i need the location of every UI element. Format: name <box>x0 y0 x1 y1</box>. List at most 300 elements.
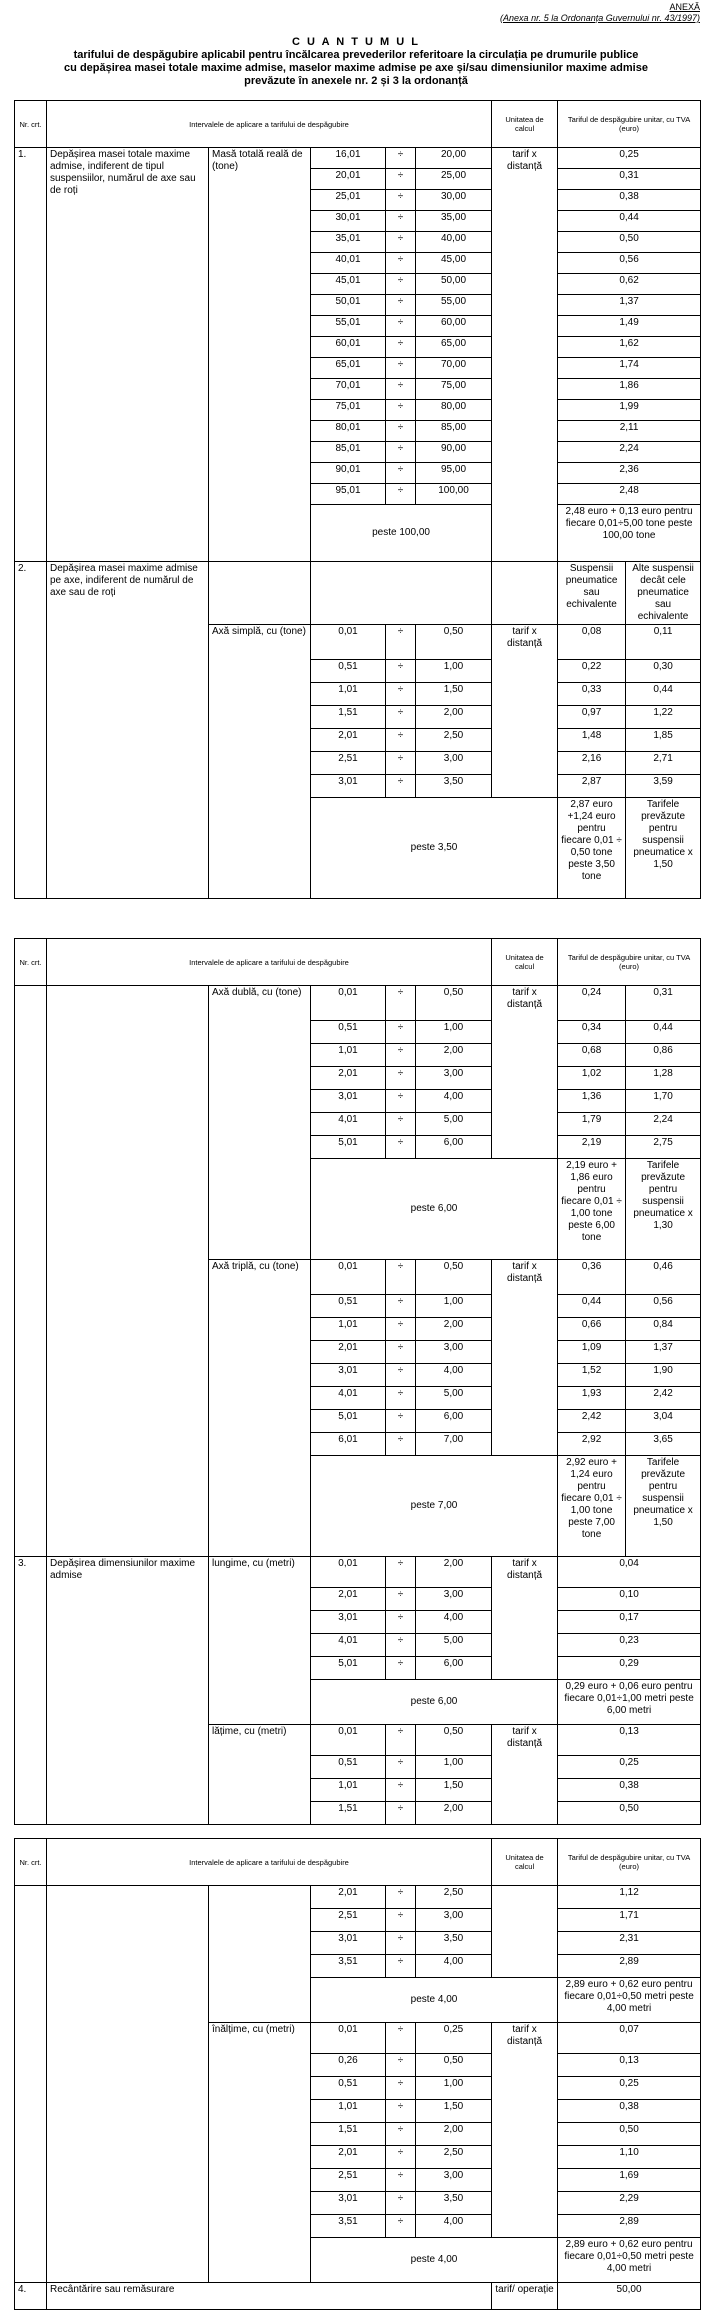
tariff-value: 0,38 <box>558 190 701 211</box>
interval-from: 3,01 <box>311 2192 386 2215</box>
range-separator: ÷ <box>386 1090 416 1113</box>
interval-from: 0,01 <box>311 1260 386 1295</box>
interval-over: peste 7,00 <box>311 1456 558 1557</box>
tariff-pneumatic: 1,02 <box>558 1067 626 1090</box>
interval-from: 6,01 <box>311 1433 386 1456</box>
range-separator: ÷ <box>386 1634 416 1657</box>
interval-from: 1,51 <box>311 1802 386 1825</box>
tariff-over: 2,89 euro + 0,62 euro pentru fiecare 0,01÷0,50 metri peste 4,00 metri <box>558 2238 701 2283</box>
tariff-value: 1,37 <box>558 295 701 316</box>
table-header-row <box>15 101 701 148</box>
interval-from: 3,01 <box>311 1611 386 1634</box>
tariff-other: 3,59 <box>626 775 701 798</box>
interval-to: 1,00 <box>416 1295 492 1318</box>
table-row <box>15 1557 701 1588</box>
range-separator: ÷ <box>386 421 416 442</box>
interval-from: 40,01 <box>311 253 386 274</box>
interval-to: 1,00 <box>416 660 492 683</box>
tariff-value: 0,38 <box>558 1779 701 1802</box>
interval-label: lățime, cu (metri) <box>209 1725 311 1825</box>
interval-to: 90,00 <box>416 442 492 463</box>
range-separator: ÷ <box>386 295 416 316</box>
interval-to: 2,50 <box>416 729 492 752</box>
interval-from: 2,01 <box>311 1067 386 1090</box>
interval-to: 6,00 <box>416 1136 492 1159</box>
interval-from: 2,01 <box>311 2146 386 2169</box>
interval-to: 0,25 <box>416 2023 492 2054</box>
interval-to: 2,00 <box>416 2123 492 2146</box>
interval-to: 0,50 <box>416 2054 492 2077</box>
tariff-value: 1,74 <box>558 358 701 379</box>
range-separator: ÷ <box>386 1756 416 1779</box>
header-tariff: Tariful de despăgubire unitar, cu TVA (euro) <box>558 101 701 148</box>
range-separator: ÷ <box>386 2077 416 2100</box>
range-separator: ÷ <box>386 148 416 169</box>
interval-from: 0,01 <box>311 2023 386 2054</box>
interval-to: 3,00 <box>416 1588 492 1611</box>
interval-to: 2,00 <box>416 1318 492 1341</box>
header-nr: Nr. crt. <box>15 1839 47 1886</box>
range-separator: ÷ <box>386 1318 416 1341</box>
tariff-other: 3,04 <box>626 1410 701 1433</box>
interval-to: 4,00 <box>416 1955 492 1978</box>
range-separator: ÷ <box>386 1657 416 1680</box>
interval-over: peste 6,00 <box>311 1680 558 1725</box>
range-separator: ÷ <box>386 1410 416 1433</box>
annex-label: ANEXĂ <box>669 2 700 12</box>
interval-from: 55,01 <box>311 316 386 337</box>
tariff-pneumatic: 2,19 <box>558 1136 626 1159</box>
interval-from: 3,01 <box>311 1090 386 1113</box>
header-intervals: Intervalele de aplicare a tarifului de despăgubire <box>47 939 492 986</box>
column-other: Alte suspensii decât cele pneumatice sau echivalente <box>626 562 701 625</box>
tariff-value: 2,24 <box>558 442 701 463</box>
interval-from: 2,01 <box>311 729 386 752</box>
interval-to: 6,00 <box>416 1410 492 1433</box>
tariff-value: 0,50 <box>558 232 701 253</box>
tariff-value: 0,10 <box>558 1588 701 1611</box>
interval-from: 4,01 <box>311 1113 386 1136</box>
empty-cell <box>209 562 311 625</box>
tariff-pneumatic: 0,97 <box>558 706 626 729</box>
tariff-pneumatic: 0,33 <box>558 683 626 706</box>
range-separator: ÷ <box>386 1886 416 1909</box>
interval-to: 7,00 <box>416 1433 492 1456</box>
interval-from: 1,01 <box>311 2100 386 2123</box>
interval-label: înălțime, cu (metri) <box>209 2023 311 2283</box>
tariff-other: 2,42 <box>626 1387 701 1410</box>
tariff-value: 1,71 <box>558 1909 701 1932</box>
tariff-pneumatic: 0,68 <box>558 1044 626 1067</box>
tariff-other: 0,44 <box>626 1021 701 1044</box>
tariff-value: 0,07 <box>558 2023 701 2054</box>
tariff-pneumatic: 1,52 <box>558 1364 626 1387</box>
tariff-value: 0,23 <box>558 1634 701 1657</box>
row-number: 1. <box>15 148 47 562</box>
tariff-value: 2,31 <box>558 1932 701 1955</box>
interval-to: 100,00 <box>416 484 492 505</box>
range-separator: ÷ <box>386 1909 416 1932</box>
interval-to: 2,50 <box>416 1886 492 1909</box>
interval-from: 25,01 <box>311 190 386 211</box>
tariff-other: 0,86 <box>626 1044 701 1067</box>
tariff-other: 0,56 <box>626 1295 701 1318</box>
tariff-value: 2,11 <box>558 421 701 442</box>
table-row <box>15 1886 701 1909</box>
tariff-value: 1,62 <box>558 337 701 358</box>
interval-from: 5,01 <box>311 1657 386 1680</box>
interval-to: 1,50 <box>416 683 492 706</box>
tariff-pneumatic: 0,22 <box>558 660 626 683</box>
tariff-pneumatic: 2,16 <box>558 752 626 775</box>
range-separator: ÷ <box>386 2023 416 2054</box>
range-separator: ÷ <box>386 211 416 232</box>
interval-to: 6,00 <box>416 1657 492 1680</box>
header-intervals: Intervalele de aplicare a tarifului de despăgubire <box>47 101 492 148</box>
tariff-other: 1,90 <box>626 1364 701 1387</box>
interval-from: 75,01 <box>311 400 386 421</box>
range-separator: ÷ <box>386 190 416 211</box>
range-separator: ÷ <box>386 1932 416 1955</box>
interval-to: 4,00 <box>416 1611 492 1634</box>
interval-to: 4,00 <box>416 1364 492 1387</box>
tariff-pneumatic: 2,87 <box>558 775 626 798</box>
unit-cell: tarif x distanță <box>492 148 558 562</box>
tariff-other: 2,24 <box>626 1113 701 1136</box>
interval-from: 1,01 <box>311 1779 386 1802</box>
tariff-pneumatic: 0,34 <box>558 1021 626 1044</box>
tariff-value: 2,29 <box>558 2192 701 2215</box>
unit-cell: tarif x distanță <box>492 1725 558 1825</box>
header-intervals: Intervalele de aplicare a tarifului de despăgubire <box>47 1839 492 1886</box>
interval-from: 1,51 <box>311 706 386 729</box>
tariff-pneumatic: 0,24 <box>558 986 626 1021</box>
range-separator: ÷ <box>386 2146 416 2169</box>
interval-to: 3,50 <box>416 1932 492 1955</box>
tariff-pneumatic: 0,44 <box>558 1295 626 1318</box>
tariff-other-over: Tarifele prevăzute pentru suspensii pneumatice x 1,30 <box>626 1159 701 1260</box>
interval-from: 0,01 <box>311 625 386 660</box>
tariff-other: 1,70 <box>626 1090 701 1113</box>
tariff-pneumatic: 0,08 <box>558 625 626 660</box>
range-separator: ÷ <box>386 2123 416 2146</box>
interval-to: 3,00 <box>416 1909 492 1932</box>
tariff-over: 2,89 euro + 0,62 euro pentru fiecare 0,01÷0,50 metri peste 4,00 metri <box>558 1978 701 2023</box>
tariff-value: 0,31 <box>558 169 701 190</box>
range-separator: ÷ <box>386 752 416 775</box>
tariff-value: 2,89 <box>558 1955 701 1978</box>
header-tariff: Tariful de despăgubire unitar, cu TVA (euro) <box>558 1839 701 1886</box>
annex-reference: (Anexa nr. 5 la Ordonanța Guvernului nr. 43/1997) <box>500 13 700 23</box>
range-separator: ÷ <box>386 729 416 752</box>
interval-to: 70,00 <box>416 358 492 379</box>
interval-label: lungime, cu (metri) <box>209 1557 311 1725</box>
range-separator: ÷ <box>386 358 416 379</box>
tariff-value: 0,56 <box>558 253 701 274</box>
violation-description: Recântărire sau remăsurare <box>47 2283 492 2310</box>
range-separator: ÷ <box>386 986 416 1021</box>
interval-to: 60,00 <box>416 316 492 337</box>
title-main: C U A N T U M U L <box>292 36 420 48</box>
interval-from: 30,01 <box>311 211 386 232</box>
table-header-row <box>15 1839 701 1886</box>
interval-from: 0,26 <box>311 2054 386 2077</box>
header-unit: Unitatea de calcul <box>492 101 558 148</box>
interval-from: 1,01 <box>311 1318 386 1341</box>
tariff-value: 0,04 <box>558 1557 701 1588</box>
interval-to: 3,00 <box>416 2169 492 2192</box>
table-header-row <box>15 939 701 986</box>
tariff-value: 0,62 <box>558 274 701 295</box>
tariff-other: 0,84 <box>626 1318 701 1341</box>
interval-from: 0,51 <box>311 2077 386 2100</box>
range-separator: ÷ <box>386 1779 416 1802</box>
tariff-value: 1,99 <box>558 400 701 421</box>
interval-to: 5,00 <box>416 1634 492 1657</box>
interval-from: 2,51 <box>311 2169 386 2192</box>
interval-from: 20,01 <box>311 169 386 190</box>
tariff-value: 2,36 <box>558 463 701 484</box>
interval-to: 4,00 <box>416 1090 492 1113</box>
header-nr: Nr. crt. <box>15 939 47 986</box>
tariff-over: 0,29 euro + 0,06 euro pentru fiecare 0,01÷1,00 metri peste 6,00 metri <box>558 1680 701 1725</box>
tariff-value: 2,48 <box>558 484 701 505</box>
violation-description-continued <box>47 1886 209 2283</box>
unit-cell <box>492 1886 558 1978</box>
title-line-3: prevăzute în anexele nr. 2 și 3 la ordonanță <box>244 75 468 87</box>
tariff-pneumatic: 1,09 <box>558 1341 626 1364</box>
range-separator: ÷ <box>386 625 416 660</box>
empty-cell <box>492 562 558 625</box>
interval-to: 1,50 <box>416 2100 492 2123</box>
range-separator: ÷ <box>386 1802 416 1825</box>
range-separator: ÷ <box>386 1021 416 1044</box>
interval-from: 0,51 <box>311 660 386 683</box>
tariff-other: 0,31 <box>626 986 701 1021</box>
range-separator: ÷ <box>386 1113 416 1136</box>
unit-cell: tarif x distanță <box>492 1557 558 1680</box>
range-separator: ÷ <box>386 1260 416 1295</box>
interval-to: 1,00 <box>416 1021 492 1044</box>
range-separator: ÷ <box>386 706 416 729</box>
interval-from: 1,51 <box>311 2123 386 2146</box>
table-row <box>15 562 701 625</box>
interval-label-continued <box>209 1886 311 2023</box>
tariff-over: 2,48 euro + 0,13 euro pentru fiecare 0,01÷5,00 tone peste 100,00 tone <box>558 505 701 562</box>
interval-from: 2,01 <box>311 1588 386 1611</box>
tariff-value: 0,17 <box>558 1611 701 1634</box>
interval-to: 5,00 <box>416 1113 492 1136</box>
interval-from: 2,01 <box>311 1341 386 1364</box>
interval-from: 3,51 <box>311 2215 386 2238</box>
tariff-value: 1,10 <box>558 2146 701 2169</box>
range-separator: ÷ <box>386 2215 416 2238</box>
range-separator: ÷ <box>386 1067 416 1090</box>
range-separator: ÷ <box>386 1588 416 1611</box>
range-separator: ÷ <box>386 169 416 190</box>
title-line-2: cu depășirea masei totale maxime admise, maselor maxime admise pe axe și/sau dimensiunilor maxime admise <box>64 62 648 74</box>
interval-from: 3,01 <box>311 1932 386 1955</box>
range-separator: ÷ <box>386 463 416 484</box>
interval-to: 2,50 <box>416 2146 492 2169</box>
unit-cell: tarif x distanță <box>492 625 558 798</box>
interval-over: peste 4,00 <box>311 2238 558 2283</box>
interval-from: 0,51 <box>311 1295 386 1318</box>
range-separator: ÷ <box>386 400 416 421</box>
document-title <box>0 36 712 88</box>
range-separator: ÷ <box>386 2169 416 2192</box>
range-separator: ÷ <box>386 232 416 253</box>
row-number: 4. <box>15 2283 47 2310</box>
tariff-pneumatic: 0,36 <box>558 1260 626 1295</box>
range-separator: ÷ <box>386 660 416 683</box>
tariff-value: 1,12 <box>558 1886 701 1909</box>
tariff-pneumatic: 2,92 <box>558 1433 626 1456</box>
interval-from: 2,01 <box>311 1886 386 1909</box>
interval-label: Axă simplă, cu (tone) <box>209 625 311 899</box>
interval-to: 25,00 <box>416 169 492 190</box>
interval-from: 0,01 <box>311 1557 386 1588</box>
tariff-value: 0,44 <box>558 211 701 232</box>
interval-label: Masă totală reală de (tone) <box>209 148 311 562</box>
violation-description: Depășirea dimensiunilor maxime admise <box>47 1557 209 1825</box>
tariff-other: 2,75 <box>626 1136 701 1159</box>
interval-to: 35,00 <box>416 211 492 232</box>
range-separator: ÷ <box>386 1364 416 1387</box>
interval-from: 0,51 <box>311 1756 386 1779</box>
range-separator: ÷ <box>386 683 416 706</box>
interval-to: 1,00 <box>416 2077 492 2100</box>
interval-to: 1,50 <box>416 1779 492 1802</box>
interval-to: 65,00 <box>416 337 492 358</box>
interval-to: 1,00 <box>416 1756 492 1779</box>
interval-to: 80,00 <box>416 400 492 421</box>
row-number-continued <box>15 986 47 1557</box>
range-separator: ÷ <box>386 1725 416 1756</box>
tariff-other: 1,22 <box>626 706 701 729</box>
tariff-value: 1,86 <box>558 379 701 400</box>
range-separator: ÷ <box>386 1955 416 1978</box>
range-separator: ÷ <box>386 2192 416 2215</box>
tariff-pneumatic: 1,93 <box>558 1387 626 1410</box>
tariff-table-page-3 <box>14 1838 701 2310</box>
range-separator: ÷ <box>386 253 416 274</box>
interval-from: 50,01 <box>311 295 386 316</box>
range-separator: ÷ <box>386 442 416 463</box>
interval-over: peste 3,50 <box>311 798 558 899</box>
interval-to: 3,50 <box>416 2192 492 2215</box>
violation-description: Depășirea masei totale maxime admise, indiferent de tipul suspensiilor, numărul de axe sau de roți <box>47 148 209 562</box>
unit-cell: tarif/ operație <box>492 2283 558 2310</box>
interval-to: 4,00 <box>416 2215 492 2238</box>
interval-from: 0,51 <box>311 1021 386 1044</box>
interval-from: 65,01 <box>311 358 386 379</box>
range-separator: ÷ <box>386 1433 416 1456</box>
interval-to: 20,00 <box>416 148 492 169</box>
range-separator: ÷ <box>386 379 416 400</box>
tariff-pneumatic-over: 2,92 euro + 1,24 euro pentru fiecare 0,01 ÷ 1,00 tone peste 7,00 tone <box>558 1456 626 1557</box>
tariff-pneumatic: 0,66 <box>558 1318 626 1341</box>
interval-from: 35,01 <box>311 232 386 253</box>
interval-to: 3,00 <box>416 1067 492 1090</box>
range-separator: ÷ <box>386 2100 416 2123</box>
header-unit: Unitatea de calcul <box>492 939 558 986</box>
tariff-other: 0,30 <box>626 660 701 683</box>
interval-to: 30,00 <box>416 190 492 211</box>
interval-over: peste 100,00 <box>311 505 492 562</box>
interval-from: 2,51 <box>311 752 386 775</box>
empty-cell <box>311 562 492 625</box>
tariff-value: 0,25 <box>558 148 701 169</box>
tariff-other-over: Tarifele prevăzute pentru suspensii pneumatice x 1,50 <box>626 1456 701 1557</box>
interval-to: 3,00 <box>416 1341 492 1364</box>
interval-from: 95,01 <box>311 484 386 505</box>
tariff-value: 0,13 <box>558 2054 701 2077</box>
tariff-other: 2,71 <box>626 752 701 775</box>
unit-cell: tarif x distanță <box>492 2023 558 2238</box>
interval-from: 5,01 <box>311 1410 386 1433</box>
tariff-value: 0,29 <box>558 1657 701 1680</box>
interval-from: 2,51 <box>311 1909 386 1932</box>
interval-over: peste 4,00 <box>311 1978 558 2023</box>
tariff-other: 1,85 <box>626 729 701 752</box>
range-separator: ÷ <box>386 1387 416 1410</box>
range-separator: ÷ <box>386 274 416 295</box>
range-separator: ÷ <box>386 1557 416 1588</box>
header-nr: Nr. crt. <box>15 101 47 148</box>
interval-from: 0,01 <box>311 1725 386 1756</box>
interval-label: Axă triplă, cu (tone) <box>209 1260 311 1557</box>
tariff-pneumatic: 1,48 <box>558 729 626 752</box>
row-number: 2. <box>15 562 47 899</box>
row-number-continued <box>15 1886 47 2283</box>
tariff-value: 0,25 <box>558 2077 701 2100</box>
interval-to: 95,00 <box>416 463 492 484</box>
tariff-other: 1,37 <box>626 1341 701 1364</box>
interval-to: 0,50 <box>416 986 492 1021</box>
tariff-table-page-1 <box>14 100 701 899</box>
unit-cell: tarif x distanță <box>492 1260 558 1456</box>
tariff-other: 0,46 <box>626 1260 701 1295</box>
tariff-value: 1,49 <box>558 316 701 337</box>
tariff-value: 1,69 <box>558 2169 701 2192</box>
interval-from: 90,01 <box>311 463 386 484</box>
interval-to: 40,00 <box>416 232 492 253</box>
range-separator: ÷ <box>386 1044 416 1067</box>
range-separator: ÷ <box>386 337 416 358</box>
range-separator: ÷ <box>386 1611 416 1634</box>
interval-from: 1,01 <box>311 1044 386 1067</box>
tariff-table-page-2 <box>14 938 701 1825</box>
interval-from: 70,01 <box>311 379 386 400</box>
header-unit: Unitatea de calcul <box>492 1839 558 1886</box>
tariff-value: 0,25 <box>558 1756 701 1779</box>
column-pneumatic: Suspensii pneumatice sau echivalente <box>558 562 626 625</box>
tariff-other: 0,44 <box>626 683 701 706</box>
tariff-value: 0,50 <box>558 1802 701 1825</box>
tariff-other: 3,65 <box>626 1433 701 1456</box>
interval-to: 0,50 <box>416 1725 492 1756</box>
tariff-other: 0,11 <box>626 625 701 660</box>
range-separator: ÷ <box>386 316 416 337</box>
interval-from: 45,01 <box>311 274 386 295</box>
interval-to: 5,00 <box>416 1387 492 1410</box>
interval-from: 4,01 <box>311 1634 386 1657</box>
tariff-pneumatic: 1,36 <box>558 1090 626 1113</box>
header-tariff: Tariful de despăgubire unitar, cu TVA (euro) <box>558 939 701 986</box>
annex-header <box>500 2 700 24</box>
tariff-value: 0,38 <box>558 2100 701 2123</box>
